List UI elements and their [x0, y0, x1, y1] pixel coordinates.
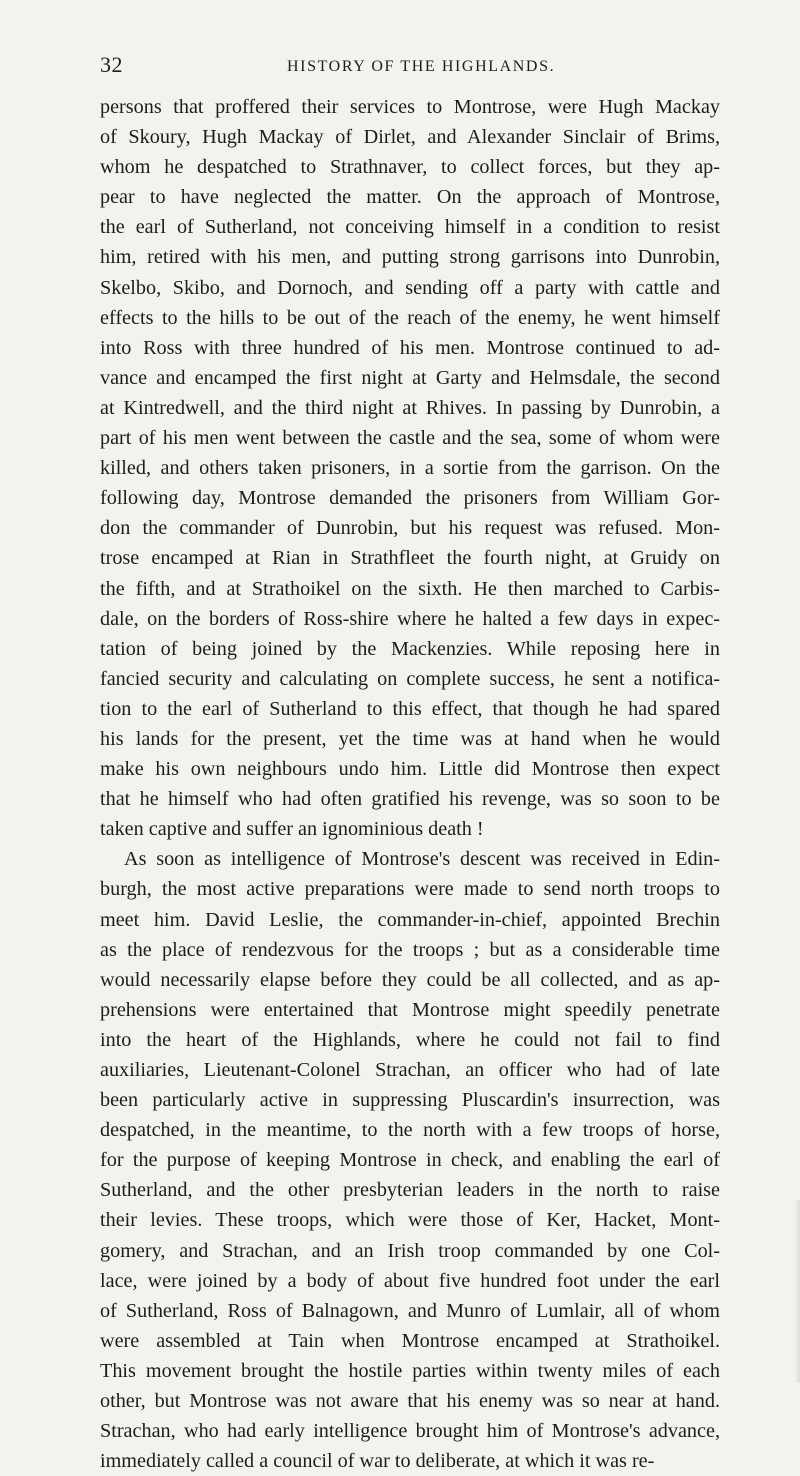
text-line: as the place of rendezvous for the troops ; but as a considerable time	[100, 938, 720, 961]
text-line: prehensions were entertained that Montrose might speedily penetrate	[100, 998, 720, 1021]
text-line: effects to the hills to be out of the reach of the enemy, he went himself	[100, 306, 720, 329]
text-line: of Skoury, Hugh Mackay of Dirlet, and Alexander Sinclair of Brims,	[100, 126, 720, 149]
text-line: Strachan, who had early intelligence brought him of Montrose's advance,	[100, 1420, 720, 1443]
text-line: As soon as intelligence of Montrose's descent was received in Edin-	[124, 848, 720, 871]
text-line: trose encamped at Rian in Strathfleet the fourth night, at Gruidy on	[100, 547, 720, 570]
page-number: 32	[100, 52, 123, 77]
text-line: been particularly active in suppressing Pluscardin's insurrection, was	[100, 1089, 720, 1112]
text-line: part of his men went between the castle and the sea, some of whom were	[100, 427, 720, 450]
page-edge-shadow	[794, 1200, 800, 1383]
text-line: into Ross with three hundred of his men. Montrose continued to ad-	[100, 336, 720, 359]
text-line: auxiliaries, Lieutenant-Colonel Strachan, an officer who had of late	[100, 1059, 720, 1081]
text-line: make his own neighbours undo him. Little did Montrose then expect	[100, 758, 720, 781]
text-line: burgh, the most active preparations were made to send north troops to	[100, 878, 720, 901]
page-header	[100, 52, 720, 82]
running-title: HISTORY OF THE HIGHLANDS.	[287, 58, 556, 75]
text-line: taken captive and suffer an ignominious death !	[100, 818, 484, 841]
text-line: whom he despatched to Strathnaver, to collect forces, but they ap-	[100, 156, 720, 179]
text-line: other, but Montrose was not aware that his enemy was so near at hand.	[100, 1390, 720, 1413]
text-line: him, retired with his men, and putting strong garrisons into Dunrobin,	[100, 246, 720, 269]
text-line: for the purpose of keeping Montrose in check, and enabling the earl of	[100, 1149, 720, 1172]
text-line: tation of being joined by the Mackenzies. While reposing here in	[100, 637, 720, 660]
text-line: lace, were joined by a body of about five hundred foot under the earl	[100, 1269, 720, 1292]
text-line: would necessarily elapse before they could be all collected, and as ap-	[100, 968, 720, 991]
text-line: don the commander of Dunrobin, but his request was refused. Mon-	[100, 517, 720, 540]
text-line: despatched, in the meantime, to the north with a few troops of horse,	[100, 1119, 720, 1142]
paragraph	[100, 844, 720, 1476]
text-line: immediately called a council of war to deliberate, at which it was re-	[100, 1450, 655, 1473]
body-text	[100, 92, 720, 1476]
text-line: This movement brought the hostile parties within twenty miles of each	[100, 1359, 720, 1382]
text-line: the earl of Sutherland, not conceiving himself in a condition to resist	[100, 216, 720, 239]
text-line: their levies. These troops, which were those of Ker, Hacket, Mont-	[100, 1209, 720, 1232]
text-line: vance and encamped the first night at Garty and Helmsdale, the second	[100, 366, 720, 389]
text-line: at Kintredwell, and the third night at Rhives. In passing by Dunrobin, a	[100, 396, 720, 419]
text-line: Sutherland, and the other presbyterian leaders in the north to raise	[100, 1179, 720, 1202]
text-line: meet him. David Leslie, the commander-in-chief, appointed Brechin	[100, 908, 720, 931]
text-line: following day, Montrose demanded the prisoners from William Gor-	[100, 487, 720, 510]
text-line: Skelbo, Skibo, and Dornoch, and sending off a party with cattle and	[100, 276, 720, 299]
text-line: gomery, and Strachan, and an Irish troop commanded by one Col-	[100, 1239, 720, 1262]
text-line: dale, on the borders of Ross-shire where he halted a few days in expec-	[100, 607, 720, 630]
text-line: killed, and others taken prisoners, in a sortie from the garrison. On the	[100, 457, 720, 480]
text-line: persons that proffered their services to Montrose, were Hugh Mackay	[100, 96, 720, 118]
paragraph	[100, 92, 720, 844]
text-line: that he himself who had often gratified his revenge, was so soon to be	[100, 788, 720, 811]
text-line: the fifth, and at Strathoikel on the sixth. He then marched to Carbis-	[100, 577, 720, 600]
text-line: were assembled at Tain when Montrose encamped at Strathoikel.	[100, 1329, 720, 1352]
text-line: his lands for the present, yet the time was at hand when he would	[100, 727, 720, 750]
text-line: fancied security and calculating on complete success, he sent a notifica-	[100, 667, 720, 690]
text-line: into the heart of the Highlands, where he could not fail to find	[100, 1028, 720, 1051]
text-line: of Sutherland, Ross of Balnagown, and Munro of Lumlair, all of whom	[100, 1299, 720, 1322]
text-line: pear to have neglected the matter. On the approach of Montrose,	[100, 186, 720, 209]
text-line: tion to the earl of Sutherland to this effect, that though he had spared	[100, 697, 720, 720]
